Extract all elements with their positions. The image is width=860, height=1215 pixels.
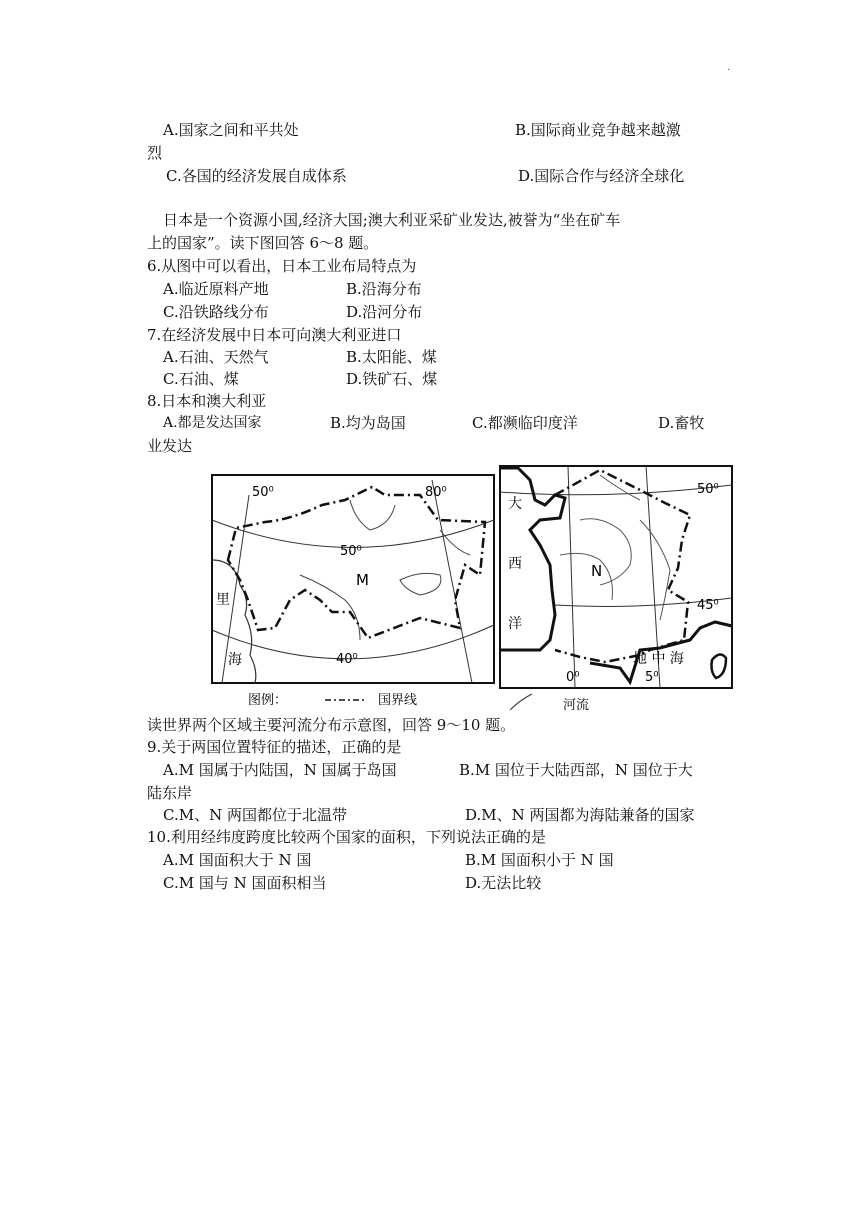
mediterranean-label: 地 中 海 — [633, 651, 684, 667]
q8-stem: 8.日本和澳大利亚 — [147, 392, 267, 410]
q5-option-c: C.各国的经济发展自成体系 — [166, 167, 347, 185]
page-mark: . — [727, 62, 731, 73]
q6-stem: 6.从图中可以看出，日本工业布局特点为 — [147, 257, 417, 275]
country-n-label: N — [591, 562, 603, 580]
atlantic-char-1: 大 — [508, 496, 522, 512]
q9-option-c: C.M、N 两国都位于北温带 — [163, 806, 347, 824]
intro-6-8-line1: 日本是一个资源小国,经济大国;澳大利亚采矿业发达,被誉为“坐在矿车 — [163, 211, 621, 229]
q7-option-a: A.石油、天然气 — [163, 348, 269, 366]
q9-stem: 9.关于两国位置特征的描述，正确的是 — [147, 738, 402, 756]
legend-river-symbol — [510, 694, 532, 710]
atlantic-char-2: 西 — [508, 556, 522, 572]
q7-option-c: C.石油、煤 — [163, 370, 239, 388]
q10-option-c: C.M 国与 N 国面积相当 — [163, 874, 327, 892]
country-m-label: M — [356, 571, 369, 589]
q7-stem: 7.在经济发展中日本可向澳大利亚进口 — [147, 326, 402, 344]
q5-option-b-continued: 烈 — [147, 144, 163, 162]
map-n — [500, 466, 732, 688]
q10-stem: 10.利用经纬度跨度比较两个国家的面积，下列说法正确的是 — [147, 828, 546, 846]
legend-title: 图例： — [248, 693, 288, 708]
caspian-char-1: 里 — [216, 592, 230, 608]
legend-river-text: 河流 — [563, 698, 590, 713]
map-legend — [248, 692, 589, 713]
q5-option-b: B.国际商业竞争越来越激 — [515, 121, 681, 139]
lat-50-right-label: 50⁰ — [697, 482, 719, 497]
lat-40-label: 40⁰ — [336, 652, 358, 667]
q8-option-d-continued: 业发达 — [147, 437, 193, 455]
map-m — [212, 475, 494, 683]
q8-option-d: D.畜牧 — [658, 414, 705, 432]
lon-80-label: 80⁰ — [425, 485, 447, 500]
q6-option-a: A.临近原料产地 — [163, 280, 269, 298]
legend-border-text: 国界线 — [378, 693, 418, 708]
intro-9-10: 读世界两个区域主要河流分布示意图，回答 9～10 题。 — [147, 716, 516, 734]
q9-option-a: A.M 国属于内陆国，N 国属于岛国 — [163, 761, 397, 779]
q10-option-a: A.M 国面积大于 N 国 — [163, 851, 312, 869]
q6-option-d: D.沿河分布 — [346, 303, 423, 321]
q6-option-b: B.沿海分布 — [346, 280, 422, 298]
atlantic-char-3: 洋 — [508, 616, 522, 632]
q9-option-b-continued: 陆东岸 — [147, 784, 193, 802]
q9-option-d: D.M、N 两国都为海陆兼备的国家 — [465, 806, 695, 824]
q5-option-d: D.国际合作与经济全球化 — [518, 167, 685, 185]
q8-option-c: C.都濒临印度洋 — [472, 414, 578, 432]
lat-45-label: 45⁰ — [697, 598, 719, 613]
q5-option-a: A.国家之间和平共处 — [163, 121, 299, 139]
q8-option-b: B.均为岛国 — [330, 414, 406, 432]
q9-option-b: B.M 国位于大陆西部，N 国位于大 — [459, 761, 693, 779]
lon-5-label: 5⁰ — [645, 670, 659, 685]
q7-option-b: B.太阳能、煤 — [346, 348, 437, 366]
q10-option-b: B.M 国面积小于 N 国 — [465, 851, 614, 869]
lat-50-left-label: 50⁰ — [340, 544, 362, 559]
intro-6-8-line2: 上的国家”。读下图回答 6～8 题。 — [147, 234, 379, 252]
q6-option-c: C.沿铁路线分布 — [163, 303, 269, 321]
lon-0-label: 0⁰ — [566, 670, 580, 685]
q7-option-d: D.铁矿石、煤 — [346, 370, 438, 388]
q8-option-a: A.都是发达国家 — [163, 415, 262, 431]
lon-50-label: 50⁰ — [252, 485, 274, 500]
caspian-char-2: 海 — [228, 652, 242, 668]
q10-option-d: D.无法比较 — [465, 874, 542, 892]
